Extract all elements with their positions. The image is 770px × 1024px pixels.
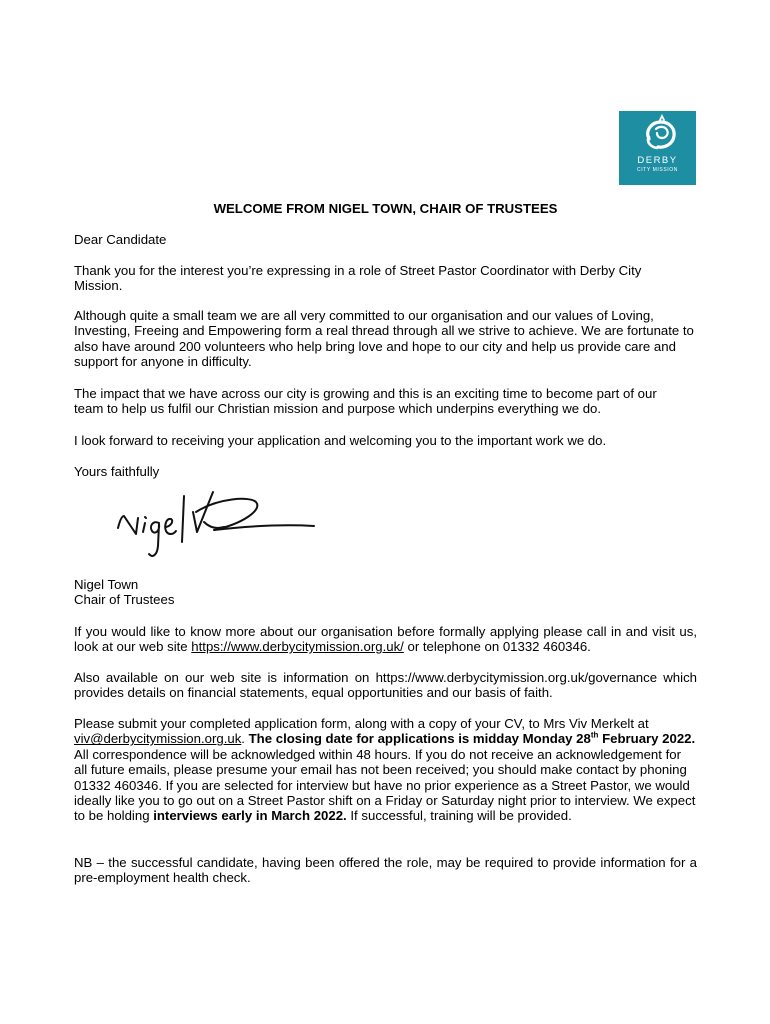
logo-name: DERBY	[637, 155, 678, 166]
website-link[interactable]: https://www.derbycitymission.org.uk/	[191, 639, 404, 655]
contact-phone-text: or telephone on 01332 460346.	[403, 639, 591, 655]
paragraph-governance: Also available on our web site is information on https://www.derbycitymission.org.uk/governance which provides details on financial statements, equal opportunities and our basis of faith.	[74, 670, 697, 701]
paragraph-submit	[74, 716, 696, 824]
submit-text: Please submit your completed application form, along with a copy of your CV, to Mrs Viv Merkelt at	[74, 716, 649, 731]
contact-text: If you would like to know more about our organisation before formally applying please call in and visit us, look at our web site	[74, 624, 697, 655]
salutation: Dear Candidate	[74, 232, 167, 247]
submit-dot: .	[241, 731, 249, 747]
closing-date-suffix: th	[590, 731, 599, 741]
submit-details: All correspondence will be acknowledged within 48 hours. If you do not receive an acknowledgement for all future emails, please presume your email has not been received; you should make contact by phoning 01332 460346. If you are selected for interview but have no prior experience as a Street Pastor, we would ideally like you to go out on a Street Pastor shift on a Friday or Saturday night prior to interview. We expect to be holding	[74, 746, 696, 824]
signatory	[74, 577, 697, 608]
logo-subtitle: CITY MISSION	[636, 167, 678, 173]
signatory-name: Nigel Town	[74, 577, 139, 592]
closing-date-month: February 2022.	[598, 731, 696, 747]
submit-end: If successful, training will be provided.	[346, 808, 572, 824]
closing-date	[249, 731, 696, 746]
signatory-role: Chair of Trustees	[74, 592, 175, 608]
paragraph-contact	[74, 624, 697, 655]
paragraph-nb: NB – the successful candidate, having been offered the role, may be required to provide information for a pre-employment health check.	[74, 855, 697, 886]
paragraph-impact: The impact that we have across our city is growing and this is an exciting time to become part of our team to help us fulfil our Christian mission and purpose which underpins everything we do.	[74, 386, 657, 417]
closing: Yours faithfully	[74, 464, 160, 479]
closing-date-text: The closing date for applications is midday Monday 28	[248, 731, 591, 747]
handwritten-signature	[114, 486, 320, 566]
interview-date: interviews early in March 2022.	[153, 808, 347, 824]
paragraph-thanks: Thank you for the interest you’re expressing in a role of Street Pastor Coordinator with Derby City Mission.	[74, 263, 642, 294]
logo-mark-icon	[619, 111, 696, 185]
page-title: WELCOME FROM NIGEL TOWN, CHAIR OF TRUSTEES	[213, 201, 558, 216]
email-link[interactable]: viv@derbycitymission.org.uk	[74, 731, 242, 747]
paragraph-team: Although quite a small team we are all very committed to our organisation and our values of Loving, Investing, Freeing and Empowering form a real thread through all we strive to achieve. We are fortunate to also have around 200 volunteers who help bring love and hope to our city and help us provide care and support for anyone in difficulty.	[74, 308, 694, 370]
paragraph-look-forward: I look forward to receiving your application and welcoming you to the important work we do.	[74, 433, 607, 448]
derby-city-mission-logo	[619, 111, 696, 185]
